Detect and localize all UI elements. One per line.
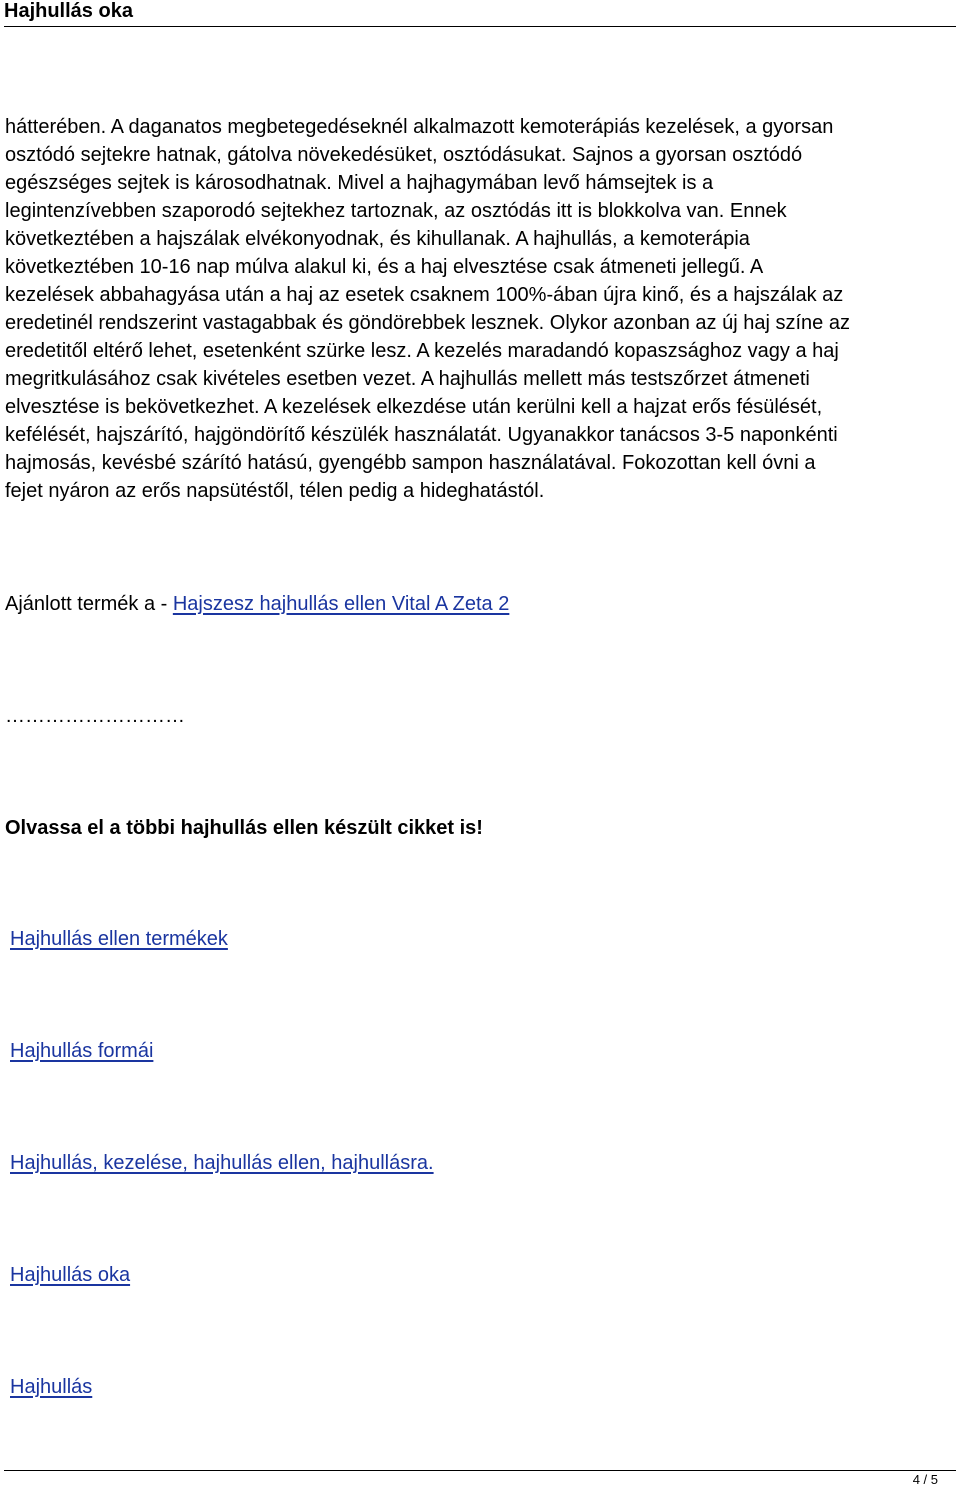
related-link-hairloss[interactable]: Hajhullás [10, 1376, 93, 1398]
article-body [5, 113, 957, 505]
page-header [4, 0, 956, 27]
related-link-cause[interactable]: Hajhullás oka [10, 1264, 131, 1286]
separator-dots: ……………………… [5, 705, 185, 727]
article-line: elvesztése is bekövetkezhet. A kezelések elkezdése után kerülni kell a hajzat erős fésülését, [5, 396, 823, 418]
read-more-heading: Olvassa el a többi hajhullás ellen készült cikket is! [5, 817, 483, 839]
article-line: hátterében. A daganatos megbetegedéseknél alkalmazott kemoterápiás kezelések, a gyorsan [5, 116, 834, 138]
article-line: következtében a hajszálak elvékonyodnak, és kihullanak. A hajhullás, a kemoterápia [5, 228, 750, 250]
page-footer-rule [4, 1470, 956, 1471]
recommended-product-label: Ajánlott termék a - [5, 593, 173, 615]
related-link-products[interactable]: Hajhullás ellen termékek [10, 928, 228, 950]
article-line: következtében 10-16 nap múlva alakul ki, és a haj elvesztése csak átmeneti jellegű. A [5, 256, 764, 278]
article-line: eredetitől eltérő lehet, esetenként szürke lesz. A kezelés maradandó kopaszsághoz vagy a haj [5, 340, 839, 362]
related-link-forms[interactable]: Hajhullás formái [10, 1040, 154, 1062]
page-number: 4 / 5 [912, 1472, 938, 1487]
document-title: Hajhullás oka [4, 0, 133, 22]
recommended-product [5, 590, 509, 618]
article-line: egészséges sejtek is károsodhatnak. Mivel a hajhagymában levő hámsejtek is a [5, 172, 714, 194]
related-link-treatment[interactable]: Hajhullás, kezelése, hajhullás ellen, hajhullásra. [10, 1152, 434, 1174]
article-line: osztódó sejtekre hatnak, gátolva növekedésüket, osztódásukat. Sajnos a gyorsan osztódó [5, 144, 803, 166]
recommended-product-link[interactable]: Hajszesz hajhullás ellen Vital A Zeta 2 [172, 593, 510, 615]
article-line: eredetinél rendszerint vastagabbak és göndörebbek lesznek. Olykor azonban az új haj színe az [5, 312, 850, 334]
article-line: kefélését, hajszárító, hajgöndörítő készülék használatát. Ugyanakkor tanácsos 3-5 naponkénti [5, 424, 838, 446]
article-line: megritkulásához csak kivételes esetben vezet. A hajhullás mellett más testszőrzet átmeneti [5, 368, 810, 390]
article-line: fejet nyáron az erős napsütéstől, télen pedig a hideghatástól. [5, 480, 545, 502]
article-line: legintenzívebben szaporodó sejtekhez tartoznak, az osztódás itt is blokkolva van. Ennek [5, 200, 787, 222]
article-line: hajmosás, kevésbé szárító hatású, gyengébb sampon használatával. Fokozottan kell óvni a [5, 452, 816, 474]
article-line: kezelések abbahagyása után a haj az esetek csaknem 100%-ában újra kinő, és a hajszálak az [5, 284, 844, 306]
